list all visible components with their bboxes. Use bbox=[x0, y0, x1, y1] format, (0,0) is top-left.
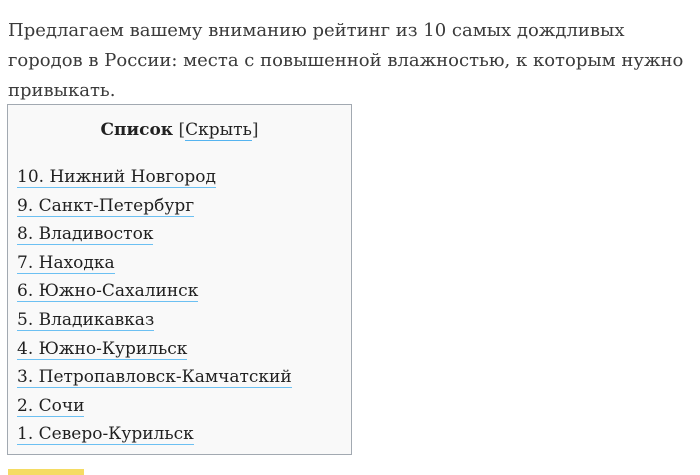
toc-item-10 bbox=[17, 163, 292, 192]
toc-header bbox=[8, 117, 351, 143]
toc-link-nakhodka[interactable]: 7. Находка bbox=[17, 252, 115, 273]
toc-link-yuzhno-sakhalinsk[interactable]: 6. Южно-Сахалинск bbox=[17, 281, 199, 302]
toc-item-6 bbox=[17, 277, 292, 306]
highlight-strip bbox=[8, 469, 84, 475]
toc-link-yuzhno-kurilsk[interactable]: 4. Южно-Курильск bbox=[17, 338, 188, 359]
intro-paragraph: Предлагаем вашему вниманию рейтинг из 10 самых дождливых городов в России: места с повышенной влажностью, к которым нужно привыкать. bbox=[8, 20, 684, 101]
toc-toggle[interactable] bbox=[178, 120, 258, 141]
toc-item-5 bbox=[17, 306, 292, 335]
toc-item-8 bbox=[17, 220, 292, 249]
toc-link-severo-kurilsk[interactable]: 1. Северо-Курильск bbox=[17, 424, 194, 445]
toc-link-vladikavkaz[interactable]: 5. Владикавказ bbox=[17, 309, 155, 330]
toc-box bbox=[7, 104, 352, 455]
toc-toggle-close-bracket: ] bbox=[251, 120, 259, 140]
toc-toggle-open-bracket: [ bbox=[178, 120, 186, 140]
toc-item-4 bbox=[17, 335, 292, 364]
toc-title: Список bbox=[100, 120, 174, 140]
toc-list bbox=[17, 163, 292, 449]
toc-item-2 bbox=[17, 392, 292, 421]
toc-item-3 bbox=[17, 363, 292, 392]
toc-link-petropavlovsk-kamchatsky[interactable]: 3. Петропавловск-Камчатский bbox=[17, 367, 292, 388]
toc-item-9 bbox=[17, 192, 292, 221]
toc-item-1 bbox=[17, 420, 292, 449]
toc-link-saint-petersburg[interactable]: 9. Санкт-Петербург bbox=[17, 195, 195, 216]
toc-hide-link[interactable]: Скрыть bbox=[185, 120, 252, 140]
toc-link-sochi[interactable]: 2. Сочи bbox=[17, 395, 85, 416]
toc-link-vladivostok[interactable]: 8. Владивосток bbox=[17, 224, 154, 245]
toc-item-7 bbox=[17, 249, 292, 278]
toc-link-nizhny-novgorod[interactable]: 10. Нижний Новгород bbox=[17, 167, 216, 187]
